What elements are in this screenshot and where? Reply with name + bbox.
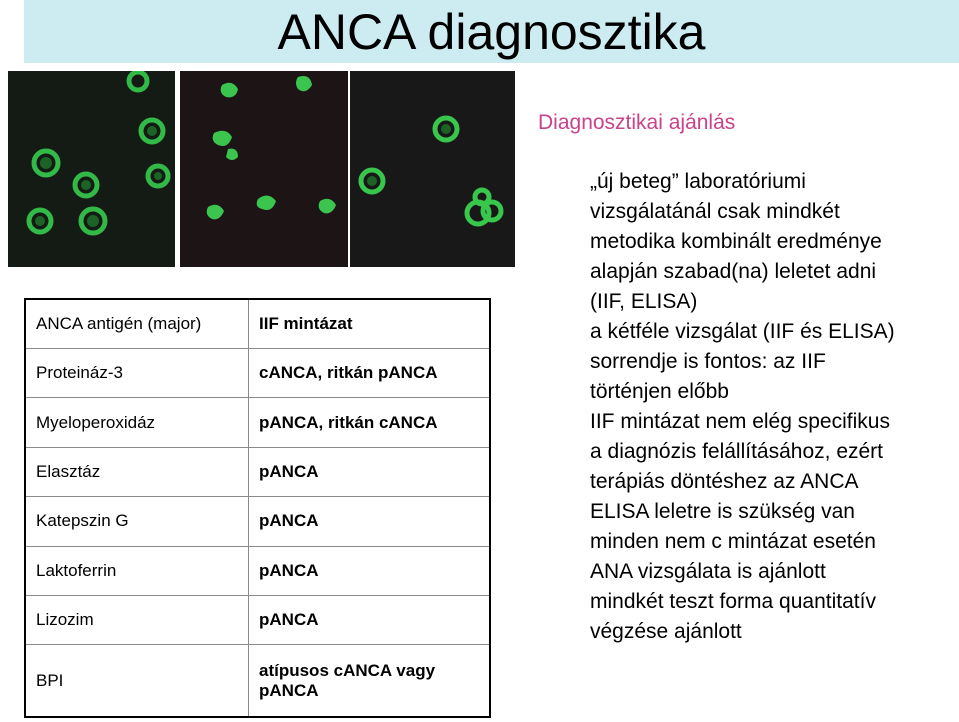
- recommendation-line: (IIF, ELISA): [590, 290, 698, 313]
- antigen-cell: BPI: [25, 645, 249, 717]
- recommendation-line: alapján szabad(na) leletet adni: [590, 260, 877, 283]
- recommendation-line: sorrendje is fontos: az IIF: [590, 350, 826, 373]
- header-iif-pattern: IIF mintázat: [249, 299, 491, 348]
- micrograph-atypical-image: [350, 71, 515, 267]
- table-header-row: [25, 299, 490, 348]
- table-row: [25, 645, 490, 717]
- table-row: [25, 398, 490, 447]
- pattern-cell: pANCA: [249, 595, 491, 644]
- antigen-cell: Elasztáz: [25, 447, 249, 496]
- micrograph-atypical-figure: [350, 71, 515, 267]
- micrograph-panca-figure: [180, 71, 348, 267]
- antigen-cell: Laktoferrin: [25, 546, 249, 595]
- recommendation-list: [590, 167, 955, 647]
- table-row: [25, 348, 490, 397]
- table-row: [25, 546, 490, 595]
- page-title: ANCA diagnosztika: [277, 4, 706, 60]
- recommendation-line: mindkét teszt forma quantitatív: [590, 590, 876, 613]
- recommendation-line: a diagnózis felállításához, ezért: [590, 440, 884, 463]
- pattern-cell: pANCA, ritkán cANCA: [249, 398, 491, 447]
- micrograph-canca-figure: [8, 71, 175, 267]
- pattern-cell: pANCA: [249, 447, 491, 496]
- recommendation-line: végzése ajánlott: [590, 620, 742, 643]
- recommendation-line: terápiás döntéshez az ANCA: [590, 470, 859, 493]
- table-row: [25, 595, 490, 644]
- recommendation-line: ELISA leletre is szükség van: [590, 500, 855, 523]
- micrograph-panca-image: [180, 71, 348, 267]
- recommendation-heading: Diagnosztikai ajánlás: [538, 111, 736, 134]
- table-row: [25, 497, 490, 546]
- recommendation-line: a kétféle vizsgálat (IIF és ELISA): [590, 320, 895, 343]
- recommendation-line: történjen előbb: [590, 380, 729, 403]
- antigen-cell: Lizozim: [25, 595, 249, 644]
- recommendation-line: „új beteg” laboratóriumi: [590, 170, 806, 193]
- recommendation-line: IIF mintázat nem elég specifikus: [590, 410, 890, 433]
- antigen-cell: Katepszin G: [25, 497, 249, 546]
- pattern-cell: pANCA: [249, 546, 491, 595]
- antigen-cell: Proteináz-3: [25, 348, 249, 397]
- recommendation-line: metodika kombinált eredménye: [590, 230, 882, 253]
- anca-antigen-table: [24, 298, 491, 718]
- pattern-cell: pANCA: [249, 497, 491, 546]
- antigen-cell: Myeloperoxidáz: [25, 398, 249, 447]
- pattern-cell: atípusos cANCA vagy pANCA: [249, 645, 491, 717]
- header-antigen: ANCA antigén (major): [25, 299, 249, 348]
- recommendation-line: vizsgálatánál csak mindkét: [590, 200, 840, 223]
- micrograph-canca-image: [8, 71, 175, 267]
- recommendation-line: ANA vizsgálata is ajánlott: [590, 560, 826, 583]
- recommendation-line: minden nem c mintázat esetén: [590, 530, 876, 553]
- table-row: [25, 447, 490, 496]
- pattern-cell: cANCA, ritkán pANCA: [249, 348, 491, 397]
